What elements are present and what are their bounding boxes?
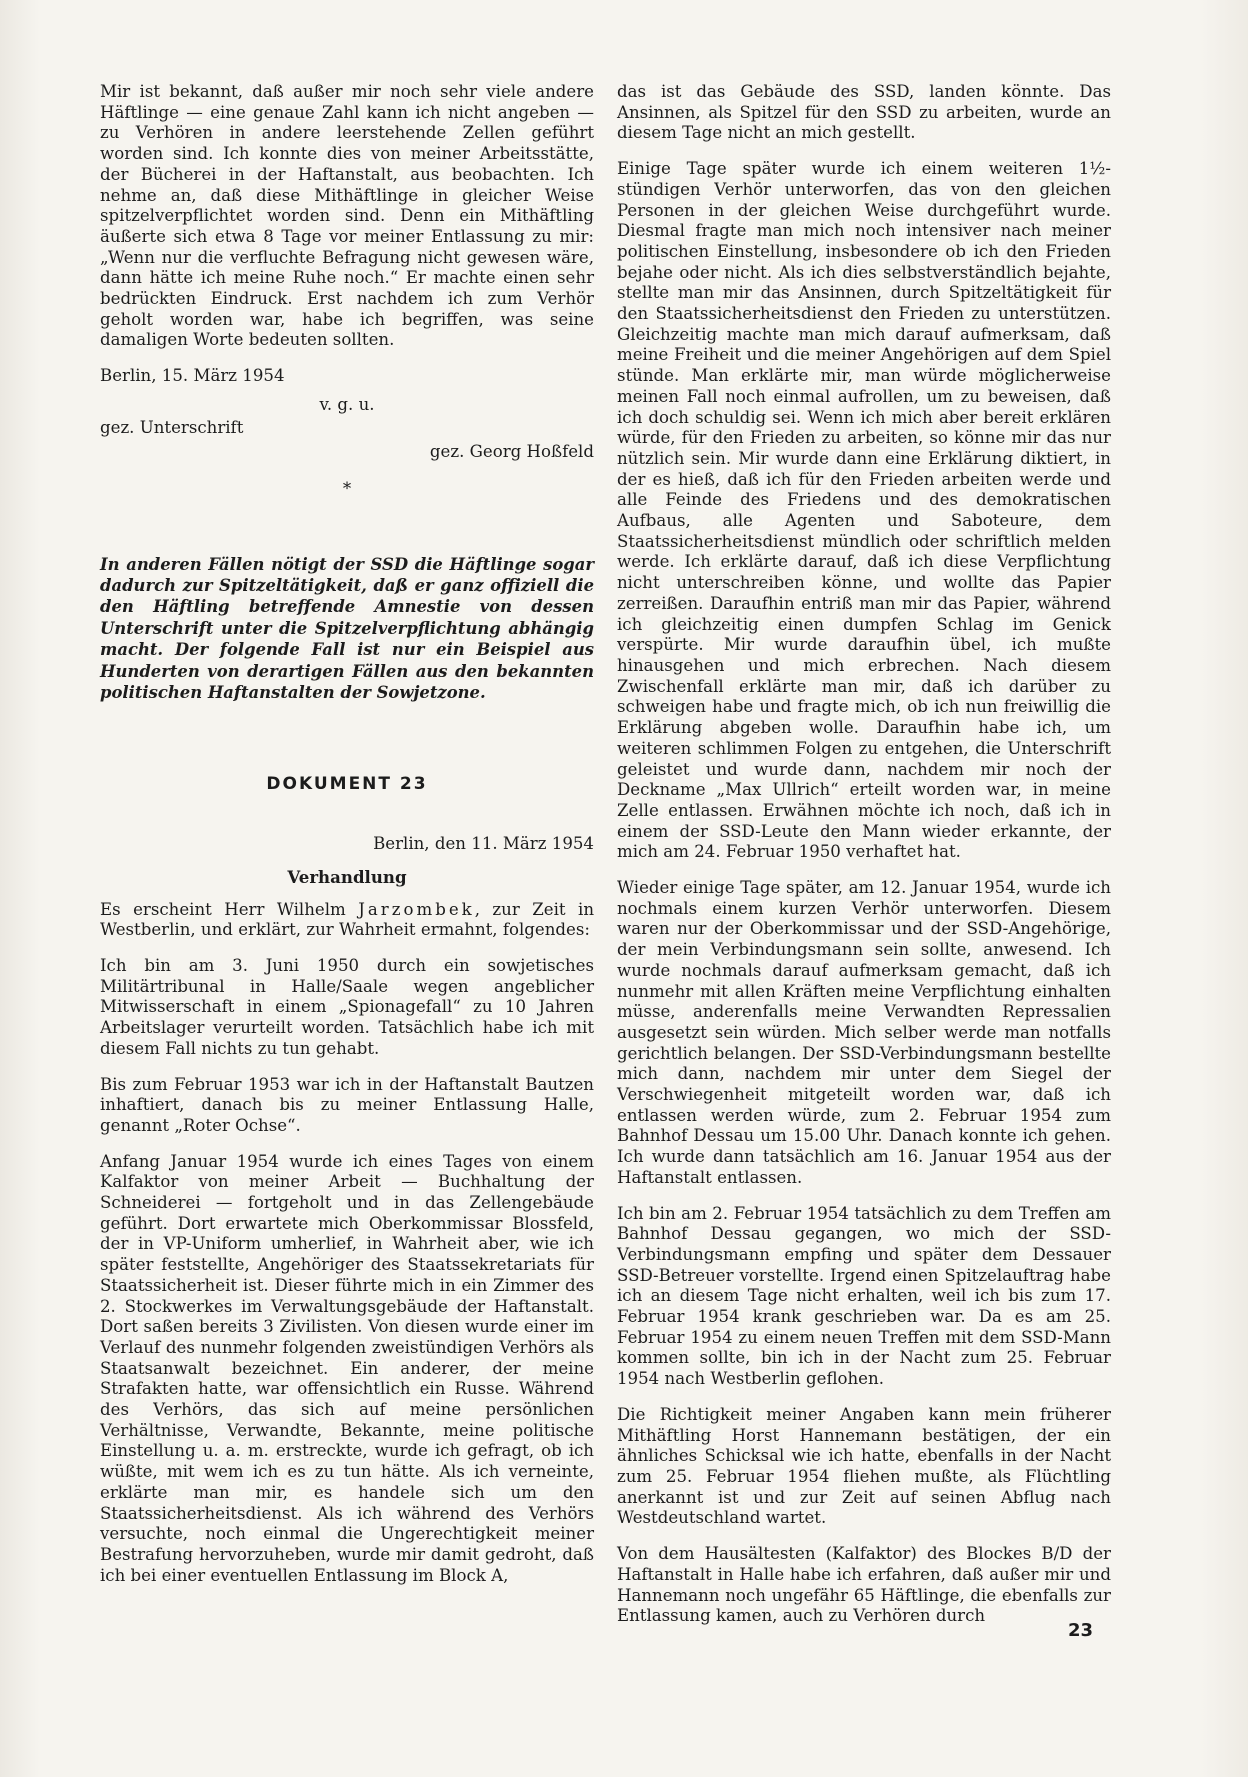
date-line: Berlin, den 11. März 1954 [373,834,594,854]
page-number: 23 [1068,1620,1094,1641]
paragraph: Bis zum Februar 1953 war ich in der Haftanstalt Bautzen inhaftiert, danach bis zu meiner Entlassung Halle, genannt „Roter Ochse“. [100,1074,594,1135]
paragraph: Ich bin am 3. Juni 1950 durch ein sowjetisches Militärtribunal in Halle/Saale wegen angeblicher Mitwisserschaft in einem „Spionagefall“ zu 10 Jahren Arbeitslager verurteilt worden. Tatsächlich habe ich mit diesem Fall nichts zu tun gehabt. [100,956,594,1058]
paragraph: das ist das Gebäude des SSD, landen könnte. Das Ansinnen, als Spitzel für den SSD zu arbeiten, wurde an diesem Tage nicht an mich gestellt. [617,82,1111,143]
asterisk-divider: * [342,478,352,498]
paragraph: Von dem Hausältesten (Kalfaktor) des Blockes B/D der Haftanstalt in Halle habe ich erfahren, daß außer mir und Hannemann noch ungefähr 65 Häftlinge, die ebenfalls zur Entlassung kamen, auch zu Verhören durch [617,1544,1111,1626]
paragraph: Einige Tage später wurde ich einem weiteren 1½-stündigen Verhör unterworfen, das von den gleichen Personen in der gleichen Weise durchgeführt wurde. Diesmal fragte man mich noch intensiver nach meiner politischen Einstellung, insbesondere ob ich den Frieden bejahe oder nicht. Als ich dies selbstverständlich bejahte, stellte man mir das Ansinnen, durch Spitzeltätigkeit für den Staatssicherheitsdienst den Frieden zu unterstützen. Gleichzeitig machte man mich darauf aufmerksam, daß meine Freiheit und die meiner Angehörigen auf dem Spiel stünde. Man erklärte mir, man würde möglicherweise meinen Fall noch einmal aufrollen, um zu beweisen, daß ich doch schuldig sei. Wenn ich mich aber bereit erklären würde, für den Frieden zu arbeiten, so könne mir das nur nützlich sein. Mir wurde dann eine Erklärung diktiert, in der es hieß, daß ich für den Frieden arbeiten werde und alle Feinde des Friedens und des demokratischen Aufbaus, alle Agenten und Saboteure, dem Staatssicherheitsdienst mündlich oder schriftlich melden werde. Ich erklärte darauf, daß ich diese Verpflichtung nicht unterschreiben könne, und wollte das Papier zerreißen. Daraufhin entriß man mir das Papier, während ich gleichzeitig einen dumpfen Schlag im Genick verspürte. Mir wurde daraufhin übel, ich mußte hinausgehen und mich erbrechen. Nach diesem Zwischenfall erklärte man mir, daß ich darüber zu schweigen habe und fragte mich, ob ich nun freiwillig die Erklärung abgeben wolle. Daraufhin habe ich, um weiteren schlimmen Folgen zu entgehen, die Unterschrift geleistet und wurde dann, nachdem mir noch der Deckname „Max Ullrich“ erteilt worden war, in meine Zelle entlassen. Erwähnen möchte ich noch, daß ich in einem der SSD-Leute den Mann wieder erkannte, der mich am 24. Februar 1950 verhaftet hat. [617,159,1111,862]
paragraph: Wieder einige Tage später, am 12. Januar 1954, wurde ich nochmals einem kurzen Verhör unterworfen. Diesem waren nur der Oberkommissar und der SSD-Angehörige, der mein Verbindungsmann sein sollte, anwesend. Ich wurde nochmals darauf aufmerksam gemacht, daß ich nunmehr mit allen Kräften meine Verpflichtung einhalten müsse, anderenfalls meine Verwandten Repressalien ausgesetzt sein würden. Mich selber werde man notfalls gerichtlich belangen. Der SSD-Verbindungsmann bestellte mich dann, nachdem mir unter dem Siegel der Verschwiegenheit mitgeteilt worden war, daß ich entlassen werden würde, zum 2. Februar 1954 zum Bahnhof Dessau um 15.00 Uhr. Danach konnte ich gehen. Ich wurde dann tatsächlich am 16. Januar 1954 aus der Haftanstalt entlassen. [617,878,1111,1187]
italic-intro: In anderen Fällen nötigt der SSD die Häftlinge sogar dadurch zur Spitzeltätigkeit, daß er ganz offiziell die den Häftling betreffende Amnestie von dessen Unterschrift unter die Spitzelverpflichtung abhängig macht. Der folgende Fall ist nur ein Beispiel aus Hunderten von derartigen Fällen aus den bekannten politischen Haftanstalten der Sowjetzone. [100,554,594,703]
vgu-line: v. g. u. [319,394,375,414]
right-column [617,82,1111,1642]
section-title: Verhandlung [287,866,407,887]
signature-right: gez. Georg Hoßfeld [429,442,594,462]
signature-left: gez. Unterschrift [100,417,244,437]
paragraph: Ich bin am 2. Februar 1954 tatsächlich zu dem Treffen am Bahnhof Dessau gegangen, wo mich der SSD-Verbindungsmann empfing und später dem Dessauer SSD-Betreuer vorstellte. Irgend einen Spitzelauftrag habe ich an diesem Tage nicht erhalten, weil ich bis zum 17. Februar 1954 krank geschrieben war. Da es am 25. Februar 1954 zu einem neuen Treffen mit dem SSD-Mann kommen sollte, bin ich in der Nacht zum 25. Februar 1954 nach Westberlin geflohen. [617,1203,1111,1389]
paragraph: Mir ist bekannt, daß außer mir noch sehr viele andere Häftlinge — eine genaue Zahl kann ich nicht angeben — zu Verhören in andere leerstehende Zellen geführt worden sind. Ich konnte dies von meiner Arbeitsstätte, der Bücherei in der Haftanstalt, aus beobachten. Ich nehme an, daß diese Mithäftlinge in gleicher Weise spitzelverpflichtet worden sind. Denn ein Mithäftling äußerte sich etwa 8 Tage vor meiner Entlassung zu mir: „Wenn nur die verfluchte Befragung nicht gewesen wäre, dann hätte ich meine Ruhe noch.“ Er machte einen sehr bedrückten Eindruck. Erst nachdem ich zum Verhör geholt worden war, habe ich begriffen, was seine damaligen Worte bedeuten sollten. [100,82,594,350]
paragraph: Die Richtigkeit meiner Angaben kann mein früherer Mithäftling Horst Hannemann bestätigen, der ein ähnliches Schicksal wie ich hatte, ebenfalls in der Nacht zum 25. Februar 1954 fliehen mußte, als Flüchtling anerkannt ist und zur Zeit auf seinen Abflug nach Westdeutschland wartet. [617,1404,1111,1528]
document-heading: DOKUMENT 23 [266,773,428,794]
paragraph: Es erscheint Herr Wilhelm Jarzombek, zur Zeit in Westberlin, und erklärt, zur Wahrheit ermahnt, folgendes: [100,899,595,940]
date-line: Berlin, 15. März 1954 [100,366,285,386]
name-spaced: Jarzombek [358,899,475,919]
left-column [100,82,594,1601]
paragraph: Anfang Januar 1954 wurde ich eines Tages von einem Kalfaktor von meiner Arbeit — Buchhaltung der Schneiderei — fortgeholt und in das Zellengebäude geführt. Dort erwartete mich Oberkommissar Blossfeld, der in VP-Uniform umherlief, in Wahrheit aber, wie ich später feststellte, Angehöriger des Staatssekretariats für Staatssicherheit ist. Dieser führte mich in ein Zimmer des 2. Stockwerkes im Verwaltungsgebäude der Haftanstalt. Dort saßen bereits 3 Zivilisten. Von diesen wurde einer im Verlauf des nunmehr folgenden zweistündigen Verhörs als Staatsanwalt bezeichnet. Ein anderer, der meine Strafakten hatte, war offensichtlich ein Russe. Während des Verhörs, das sich auf meine persönlichen Verhältnisse, Verwandte, Bekannte, meine politische Einstellung u. a. m. erstreckte, wurde ich gefragt, ob ich wüßte, mit wem ich es zu tun hätte. Als ich verneinte, erklärte man mir, es handele sich um den Staatssicherheitsdienst. Als ich während des Verhörs versuchte, noch einmal die Ungerechtigkeit meiner Bestrafung hervorzuheben, wurde mir damit gedroht, daß ich bei einer eventuellen Entlassung im Block A, [100,1151,594,1585]
